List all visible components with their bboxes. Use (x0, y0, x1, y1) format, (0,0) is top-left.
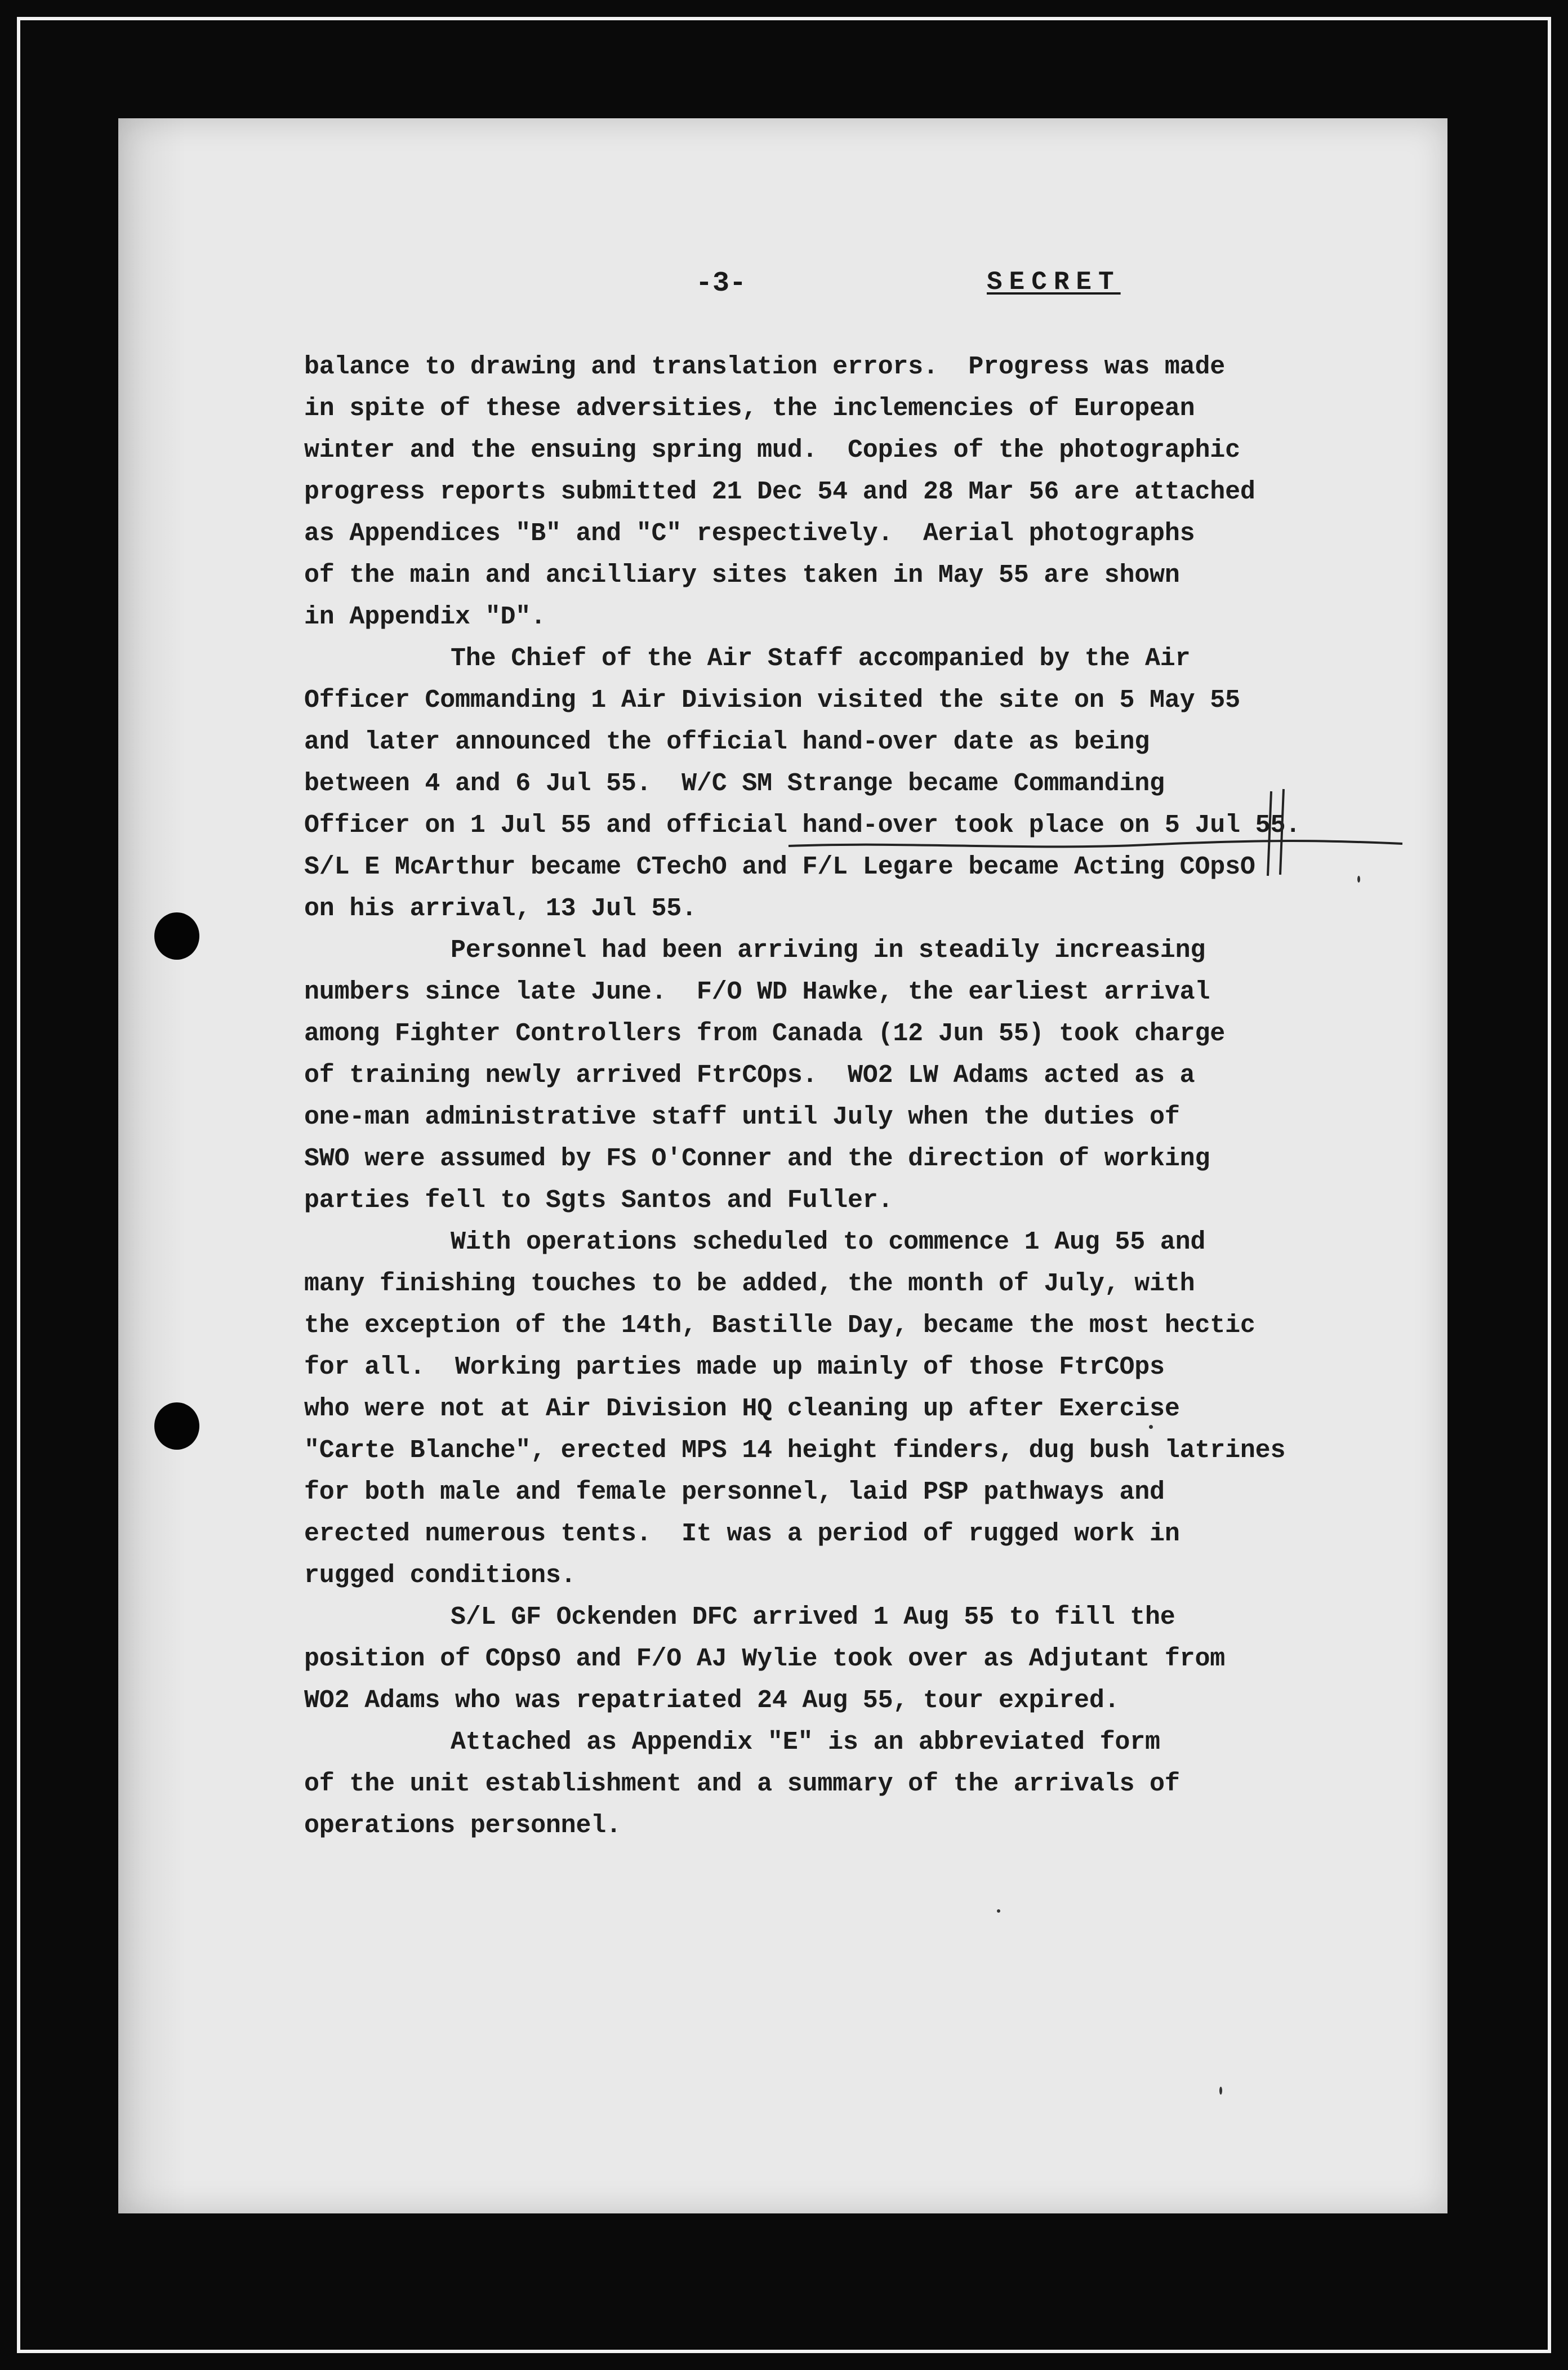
paragraph-start-line: Personnel had been arriving in steadily increasing (451, 936, 1206, 965)
text-line: rugged conditions. (304, 1561, 576, 1590)
document-body (304, 346, 1419, 1847)
paragraph-start-line: S/L GF Ockenden DFC arrived 1 Aug 55 to fill the (451, 1603, 1175, 1632)
paragraph-start-line: Attached as Appendix "E" is an abbreviated form (451, 1728, 1160, 1757)
text-line: Officer on 1 Jul 55 and official hand-over took place on 5 Jul 55. (304, 811, 1301, 840)
document-page (118, 118, 1447, 2213)
text-line: SWO were assumed by FS O'Conner and the direction of working (304, 1144, 1210, 1173)
paragraph-start-line: With operations scheduled to commence 1 Aug 55 and (451, 1228, 1206, 1257)
text-line: one-man administrative staff until July when the duties of (304, 1103, 1180, 1131)
text-line: in spite of these adversities, the inclemencies of European (304, 394, 1195, 423)
paper-speck (997, 1909, 1000, 1913)
text-line: of training newly arrived FtrCOps. WO2 LW Adams acted as a (304, 1061, 1195, 1090)
paper-speck (1357, 876, 1360, 883)
text-line: and later announced the official hand-over date as being (304, 728, 1150, 756)
text-line: progress reports submitted 21 Dec 54 and 28 Mar 56 are attached (304, 478, 1255, 506)
text-line: between 4 and 6 Jul 55. W/C SM Strange became Commanding (304, 769, 1165, 798)
text-line: position of COpsO and F/O AJ Wylie took over as Adjutant from (304, 1645, 1226, 1673)
punch-hole-bottom (154, 1402, 199, 1450)
text-line: "Carte Blanche", erected MPS 14 height finders, dug bush latrines (304, 1436, 1286, 1465)
paper-speck (1149, 1425, 1153, 1429)
margin-double-bar-mark (1259, 786, 1304, 881)
text-line: operations personnel. (304, 1811, 621, 1840)
text-line: erected numerous tents. It was a period of rugged work in (304, 1520, 1180, 1548)
text-line: the exception of the 14th, Bastille Day, became the most hectic (304, 1311, 1255, 1340)
text-line: who were not at Air Division HQ cleaning up after Exercise (304, 1395, 1180, 1423)
handwritten-underline (786, 834, 1405, 856)
text-line: among Fighter Controllers from Canada (12 Jun 55) took charge (304, 1019, 1226, 1048)
page-shadow (118, 118, 186, 2213)
text-line: of the main and ancilliary sites taken in May 55 are shown (304, 561, 1180, 590)
text-line: Officer Commanding 1 Air Division visited the site on 5 May 55 (304, 686, 1240, 715)
text-line: in Appendix "D". (304, 603, 546, 631)
text-line: on his arrival, 13 Jul 55. (304, 894, 697, 923)
classification-marking: SECRET (987, 268, 1121, 297)
text-line: for both male and female personnel, laid PSP pathways and (304, 1478, 1165, 1507)
text-line: for all. Working parties made up mainly of those FtrCOps (304, 1353, 1165, 1382)
text-line: S/L E McArthur became CTechO and F/L Legare became Acting COpsO (304, 853, 1255, 881)
text-line: numbers since late June. F/O WD Hawke, the earliest arrival (304, 978, 1210, 1006)
page-header (118, 268, 1447, 313)
text-line: of the unit establishment and a summary of the arrivals of (304, 1770, 1180, 1798)
text-line: WO2 Adams who was repatriated 24 Aug 55, tour expired. (304, 1686, 1120, 1715)
punch-hole-top (154, 912, 199, 960)
text-line: parties fell to Sgts Santos and Fuller. (304, 1186, 893, 1215)
page-number: -3- (696, 268, 747, 300)
paragraph-start-line: The Chief of the Air Staff accompanied by the Air (451, 644, 1191, 673)
text-line: balance to drawing and translation errors. Progress was made (304, 353, 1226, 381)
text-line: winter and the ensuing spring mud. Copies of the photographic (304, 436, 1240, 465)
text-line: many finishing touches to be added, the month of July, with (304, 1269, 1195, 1298)
paper-speck (1219, 2087, 1222, 2095)
text-line: as Appendices "B" and "C" respectively. Aerial photographs (304, 519, 1195, 548)
